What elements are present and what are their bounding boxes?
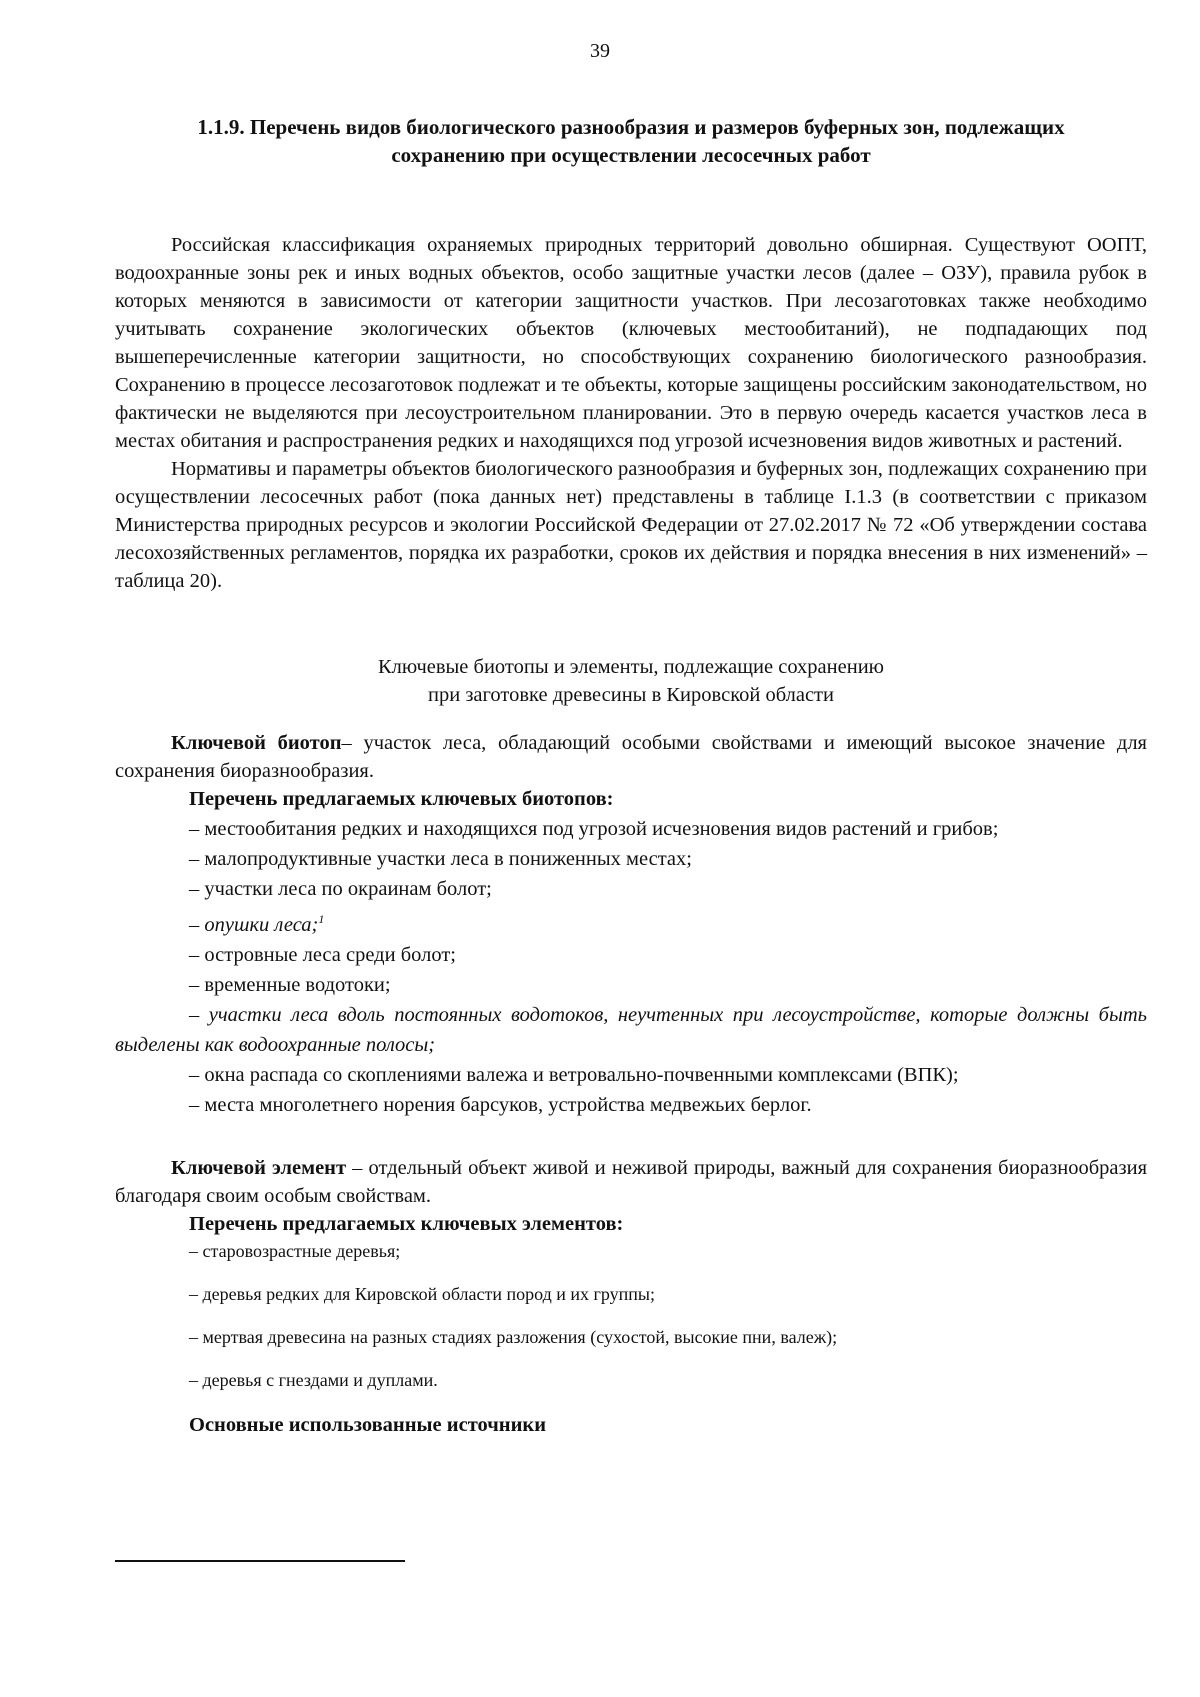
footnote-divider — [115, 1560, 405, 1562]
list-item: – островные леса среди болот; — [189, 943, 456, 966]
spacer — [115, 595, 1147, 653]
subsection-title — [115, 653, 1147, 709]
spacer — [115, 169, 1147, 231]
element-term: Ключевой элемент — [171, 1156, 347, 1179]
list-item: – участки леса по окраинам болот; — [189, 878, 492, 900]
list-item: – окна распада со скоплениями валежа и ветровально-почвенными комплексами (ВПК); — [189, 1063, 959, 1086]
paragraph-norms: Нормативы и параметры объектов биологического разнообразия и буферных зон, подлежащих сохранению при осуществлении лесосечных работ (пока данных нет) представлены в таблице I.1.3 (в соответствии с приказом Министерства природных ресурсов и экологии Российской Федерации от 27.02.2017 № 72 «Об утверждении состава лесохозяйственных регламентов, порядка их разработки, сроков их действия и порядка внесения в них изменений» – таблица 20). — [115, 458, 1147, 592]
page-content — [115, 113, 1147, 1439]
element-definition — [115, 1154, 1147, 1210]
biotope-term: Ключевой биотоп — [171, 732, 342, 754]
footnote-mark: 1 — [318, 912, 325, 926]
section-title-line1: 1.1.9. Перечень видов биологического разнообразия и размеров буферных зон, подлежащих — [197, 115, 1065, 139]
list-item: – мертвая древесина на разных стадиях разложения (сухостой, высокие пни, валеж); — [189, 1326, 838, 1347]
list-item: – деревья с гнездами и дуплами. — [189, 1369, 438, 1390]
section-title — [115, 113, 1147, 169]
list-item: – старовозрастные деревья; — [189, 1240, 401, 1261]
list-item: – малопродуктивные участки леса в пониженных местах; — [189, 848, 692, 870]
element-list-heading: Перечень предлагаемых ключевых элементов: — [189, 1212, 624, 1235]
sources-heading: Основные использованные источники — [189, 1413, 547, 1436]
spacer — [115, 709, 1147, 729]
list-item: – участки леса вдоль постоянных водотоков, неучтенных при лесоустройстве, которые должны быть выделены как водоохранные полосы; — [115, 1003, 1147, 1056]
list-item — [115, 904, 1147, 940]
biotope-definition — [115, 729, 1147, 785]
biotope-definition-text: – участок леса, обладающий особыми свойствами и имеющий высокое значение для сохранения биоразнообразия. — [115, 732, 1147, 782]
subsection-title-line1: Ключевые биотопы и элементы, подлежащие сохранению — [378, 656, 884, 678]
section-title-line2: сохранению при осуществлении лесосечных работ — [391, 143, 871, 167]
element-definition-text: – отдельный объект живой и неживой природы, важный для сохранения биоразнообразия благодаря своим особым свойствам. — [115, 1156, 1147, 1207]
list-item: – временные водотоки; — [189, 973, 391, 996]
list-item: – местообитания редких и находящихся под угрозой исчезновения видов растений и грибов; — [189, 818, 999, 840]
list-item: – деревья редких для Кировской области пород и их группы; — [189, 1283, 656, 1304]
spacer — [115, 1120, 1147, 1154]
subsection-title-line2: при заготовке древесины в Кировской области — [428, 684, 834, 706]
page-number: 39 — [590, 40, 610, 62]
list-item: – места многолетнего норения барсуков, устройства медвежьих берлог. — [189, 1093, 812, 1116]
biotope-list-heading: Перечень предлагаемых ключевых биотопов: — [189, 788, 614, 810]
paragraph-classification: Российская классификация охраняемых природных территорий довольно обширная. Существуют ООПТ, водоохранные зоны рек и иных водных объектов, особо защитные участки лесов (далее – ОЗУ), правила рубок в которых меняются в зависимости от категории защитности участков. При лесозаготовках также необходимо учитывать сохранение экологических объектов (ключевых местообитаний), не подпадающих под вышеперечисленные категории защитности, но способствующих сохранению биологического разнообразия. Сохранению в процессе лесозаготовок подлежат и те объекты, которые защищены российским законодательством, но фактически не выделяются при лесоустроительном планировании. Это в первую очередь касается участков леса в местах обитания и распространения редких и находящихся под угрозой исчезновения видов животных и растений. — [115, 234, 1147, 452]
list-item-text: – опушки леса; — [189, 913, 319, 936]
